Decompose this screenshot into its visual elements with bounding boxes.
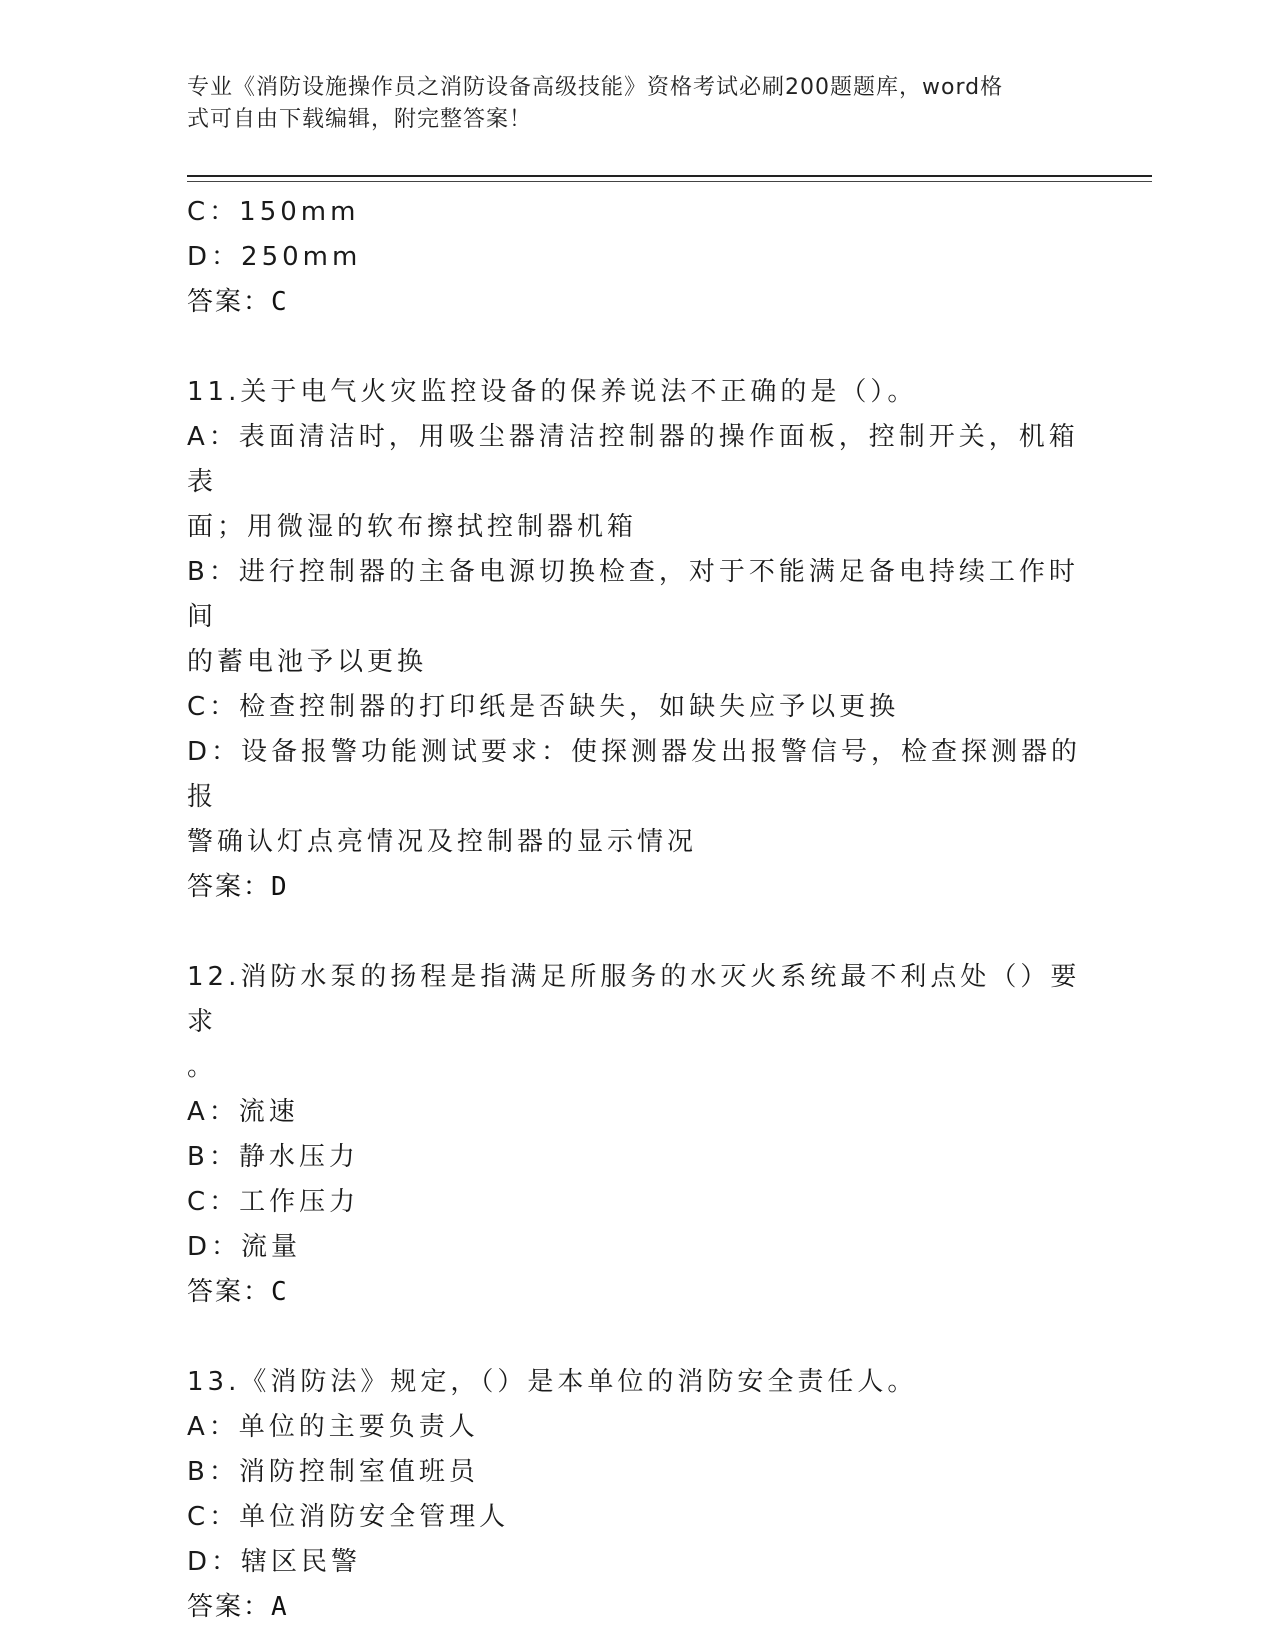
answer-line: 答案：A [187, 1592, 289, 1622]
question-12 [187, 955, 1087, 1315]
question-11 [187, 370, 1087, 910]
option-a: A：流速 [187, 1097, 299, 1127]
header-divider-thin [187, 181, 1152, 182]
option-a-line-1: A：表面清洁时，用吸尘器清洁控制器的操作面板，控制开关，机箱表 [187, 422, 1079, 497]
option-b: B：静水压力 [187, 1142, 359, 1172]
option-c: C：单位消防安全管理人 [187, 1502, 510, 1532]
question-stem: 11.关于电气火灾监控设备的保养说法不正确的是（）。 [187, 377, 918, 407]
option-b: B：消防控制室值班员 [187, 1457, 479, 1487]
spacer [187, 1315, 1087, 1360]
page-header [187, 72, 1087, 136]
header-line-2: 式可自由下载编辑，附完整答案！ [187, 107, 533, 132]
option-c: C：工作压力 [187, 1187, 360, 1217]
spacer [187, 325, 1087, 370]
option-d: D：流量 [187, 1232, 302, 1262]
question-10-tail [187, 190, 1087, 325]
header-divider-thick [187, 175, 1152, 177]
answer-line: 答案：C [187, 287, 289, 317]
option-d: D：250mm [187, 242, 362, 272]
answer-line: 答案：D [187, 872, 289, 902]
option-d-line-1: D：设备报警功能测试要求：使探测器发出报警信号，检查探测器的报 [187, 737, 1082, 812]
answer-line: 答案：C [187, 1277, 289, 1307]
option-b-line-2: 的蓄电池予以更换 [187, 647, 428, 677]
question-list [187, 190, 1087, 1630]
option-d-line-2: 警确认灯点亮情况及控制器的显示情况 [187, 827, 698, 857]
question-stem: 13.《消防法》规定，（）是本单位的消防安全责任人。 [187, 1367, 918, 1397]
question-stem-line-1: 12.消防水泵的扬程是指满足所服务的水灭火系统最不利点处（）要求 [187, 962, 1081, 1037]
option-c: C：150mm [187, 197, 360, 227]
question-stem-line-2: 。 [187, 1052, 218, 1082]
spacer [187, 910, 1087, 955]
option-a-line-2: 面；用微湿的软布擦拭控制器机箱 [187, 512, 638, 542]
option-b-line-1: B：进行控制器的主备电源切换检查，对于不能满足备电持续工作时间 [187, 557, 1079, 632]
option-d: D：辖区民警 [187, 1547, 362, 1577]
header-line-1: 专业《消防设施操作员之消防设备高级技能》资格考试必刷200题题库，word格 [187, 75, 1004, 100]
option-c: C：检查控制器的打印纸是否缺失，如缺失应予以更换 [187, 692, 900, 722]
option-a: A：单位的主要负责人 [187, 1412, 479, 1442]
question-13 [187, 1360, 1087, 1630]
